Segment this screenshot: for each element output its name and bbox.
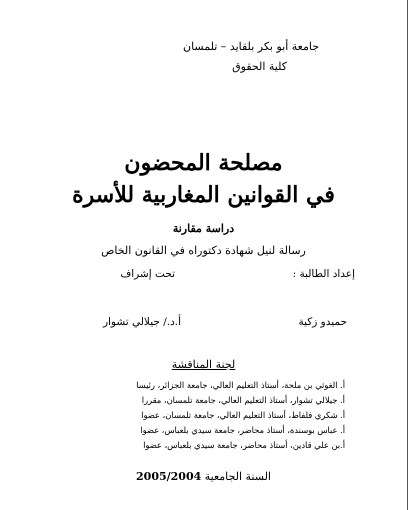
supervisor-name: أ.د./ جيلالي تشوار: [102, 316, 181, 328]
faculty-name: كلية الحقوق: [232, 60, 287, 73]
academic-year: [0, 470, 407, 483]
university-name: جامعة أبو بكر بلقايد – تلمسان: [183, 40, 319, 53]
thesis-title-line-1: مصلحة المحضون: [124, 150, 283, 176]
thesis-subtitle: دراسة مقارنة: [172, 222, 235, 235]
jury-list: [136, 378, 345, 453]
thesis-title-line-2: في القوانين المغاربية للأسرة: [72, 182, 335, 208]
academic-year-label: السنة الجامعية: [204, 470, 271, 483]
supervision-label: تحت إشراف: [120, 268, 175, 280]
jury-member: أ. عباس بوسندة، أستاذ محاضر، جامعة سيدي بلعباس، عضوا: [140, 425, 345, 435]
jury-member: أ. الغوثي بن ملحة، أستاذ التعليم العالي، جامعة الجزائر، رئيسا: [136, 380, 345, 390]
degree-statement: رسالة لنيل شهادة دكتوراه في القانون الخاص: [101, 244, 306, 257]
academic-year-value: 2005/2004: [136, 470, 202, 483]
jury-member: أ. شكري فلفاط، أستاذ التعليم العالي، جامعة تلمسان، عضوا: [141, 410, 345, 420]
prepared-by-label: إعداد الطالبة :: [292, 268, 355, 280]
jury-member: أ. جيلالي تشوار، أستاذ التعليم العالي، جامعة تلمسان، مقررا: [141, 395, 345, 405]
jury-member: أ.بن علي قادين، أستاذ محاضر، جامعة سيدي بلعباس، عضوا: [143, 440, 345, 450]
jury-title: لجنة المناقشة: [171, 358, 236, 371]
student-name: حميدو زكية: [298, 316, 347, 328]
